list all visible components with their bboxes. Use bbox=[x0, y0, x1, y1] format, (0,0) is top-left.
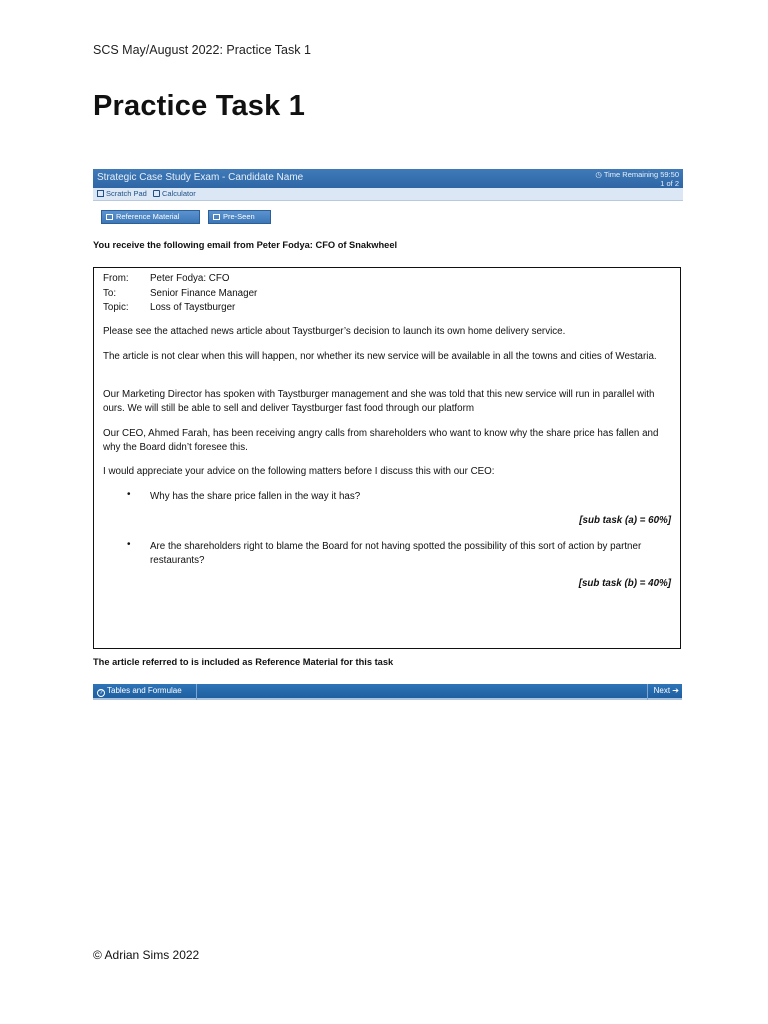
email-paragraph-5: I would appreciate your advice on the following matters before I discuss this with our CEO: bbox=[103, 466, 495, 477]
email-box bbox=[93, 267, 681, 649]
question-a: Why has the share price fallen in the way it has? bbox=[150, 491, 361, 502]
reference-note: The article referred to is included as Reference Material for this task bbox=[93, 657, 394, 667]
time-remaining: ◷ Time Remaining 59:50 bbox=[595, 170, 679, 179]
bullet-icon: • bbox=[127, 489, 131, 500]
exam-bottom-bar bbox=[93, 684, 682, 700]
copyright-footer: © Adrian Sims 2022 bbox=[93, 948, 200, 962]
email-paragraph-3: Our Marketing Director has spoken with Taystburger management and she was told that this new service will run in parallel with ours. We will still be able to sell and deliver Taystburger fast food through our platform bbox=[103, 389, 655, 414]
clock-icon: ◷ bbox=[595, 170, 604, 179]
exam-title-bar bbox=[93, 169, 683, 188]
page-title: Practice Task 1 bbox=[93, 90, 306, 122]
pre-seen-button[interactable]: Pre-Seen bbox=[208, 210, 271, 224]
calculator-icon bbox=[153, 190, 160, 197]
scratch-pad-icon bbox=[97, 190, 104, 197]
email-to: To: Senior Finance Manager bbox=[103, 288, 258, 299]
email-from: From: Peter Fodya: CFO bbox=[103, 273, 230, 284]
document-header: SCS May/August 2022: Practice Task 1 bbox=[93, 43, 311, 57]
document-icon bbox=[106, 214, 113, 220]
bullet-icon: • bbox=[127, 539, 131, 550]
exam-title: Strategic Case Study Exam - Candidate Name bbox=[97, 172, 304, 183]
email-paragraph-1: Please see the attached news article about Taystburger’s decision to launch its own home delivery service. bbox=[103, 326, 566, 337]
page-indicator: 1 of 2 bbox=[660, 179, 679, 188]
email-paragraph-2: The article is not clear when this will happen, nor whether its new service will be available in all the towns and cities of Westaria. bbox=[103, 351, 657, 362]
exam-ui-screenshot bbox=[93, 169, 683, 228]
reference-material-button[interactable]: Reference Material bbox=[101, 210, 200, 224]
divider bbox=[196, 684, 197, 700]
exam-buttons-row bbox=[93, 201, 683, 228]
email-topic: Topic: Loss of Taystburger bbox=[103, 302, 236, 313]
email-intro: You receive the following email from Peter Fodya: CFO of Snakwheel bbox=[93, 240, 398, 250]
subtask-b-weight: [sub task (b) = 40%] bbox=[578, 578, 671, 589]
scratch-pad-button[interactable]: Scratch Pad bbox=[97, 189, 147, 198]
divider bbox=[647, 684, 648, 700]
next-button[interactable]: Next ➔ bbox=[653, 686, 679, 695]
calculator-button[interactable]: Calculator bbox=[153, 189, 196, 198]
subtask-a-weight: [sub task (a) = 60%] bbox=[579, 515, 671, 526]
question-b: Are the shareholders right to blame the Board for not having spotted the possibility of this sort of action by partner restaurants? bbox=[150, 541, 642, 566]
email-paragraph-4: Our CEO, Ahmed Farah, has been receiving angry calls from shareholders who want to know why the share price has fallen and why the Board didn’t foresee this. bbox=[103, 428, 659, 453]
exam-toolbar bbox=[93, 188, 683, 201]
document-icon bbox=[213, 214, 220, 220]
tables-formulae-button[interactable]: ? Tables and Formulae bbox=[97, 686, 182, 697]
help-icon: ? bbox=[97, 689, 105, 697]
